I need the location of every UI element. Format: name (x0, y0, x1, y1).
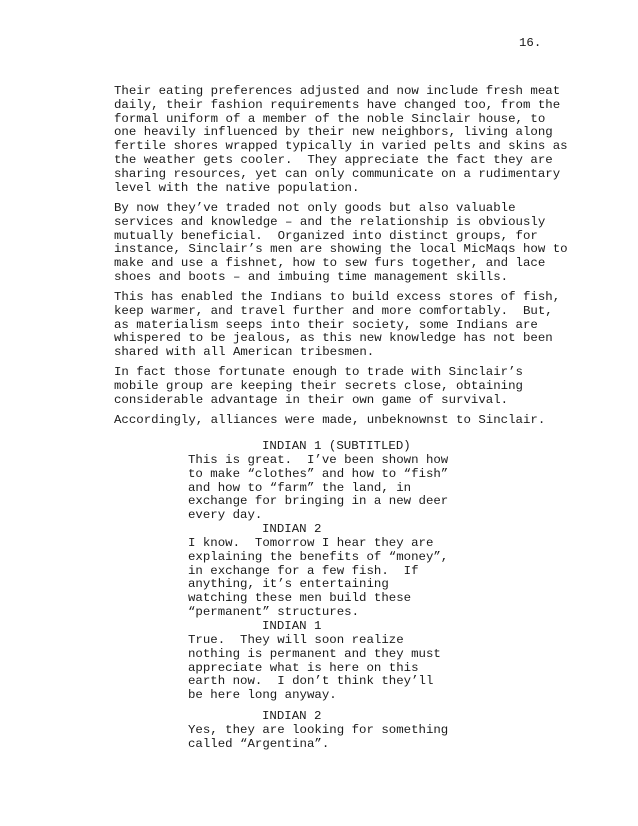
character-name: INDIAN 1 (262, 619, 322, 633)
character-name: INDIAN 2 (262, 709, 322, 723)
character-name: INDIAN 2 (262, 522, 322, 536)
dialogue-line: This is great. I’ve been shown how to make “clothes” and how to “fish” and how to “farm” the land, in exchange for bringing in a new deer every day. (188, 453, 449, 523)
dialogue-line: True. They will soon realize nothing is permanent and they must appreciate what is here on this earth now. I don’t think they’ll be here long anyway. (188, 633, 441, 703)
dialogue-line: Yes, they are looking for something called “Argentina”. (188, 723, 449, 751)
action-paragraph-2: By now they’ve traded not only goods but also valuable services and knowledge – and the relationship is obviously mutually beneficial. Organized into distinct groups, for instance, Sinclair’s men are showing the local MicMaqs how to make and use a fishnet, how to sew furs together, and lace shoes and boots – and imbuing time management skills. (114, 201, 568, 284)
page-number: 16. (519, 36, 542, 50)
dialogue-line: I know. Tomorrow I hear they are explaining the benefits of “money”, in exchange for a few fish. If anything, it’s entertaining watching these men build these “permanent” structures. (188, 536, 449, 619)
action-paragraph-1: Their eating preferences adjusted and now include fresh meat daily, their fashion requirements have changed too, from the formal uniform of a member of the noble Sinclair house, to one heavily influenced by their new neighbors, living along fertile shores wrapped typically in varied pelts and skins as the weather gets cooler. They appreciate the fact they are sharing resources, yet can only communicate on a rudimentary level with the native population. (114, 84, 568, 195)
action-paragraph-5: Accordingly, alliances were made, unbeknownst to Sinclair. (114, 413, 546, 427)
action-paragraph-4: In fact those fortunate enough to trade with Sinclair’s mobile group are keeping their secrets close, obtaining considerable advantage in their own game of survival. (114, 365, 523, 407)
action-paragraph-3: This has enabled the Indians to build excess stores of fish, keep warmer, and travel further and more comfortably. But, as materialism seeps into their society, some Indians are whispered to be jealous, as this new knowledge has not been shared with all American tribesmen. (114, 290, 561, 360)
character-name: INDIAN 1 (SUBTITLED) (262, 439, 411, 453)
